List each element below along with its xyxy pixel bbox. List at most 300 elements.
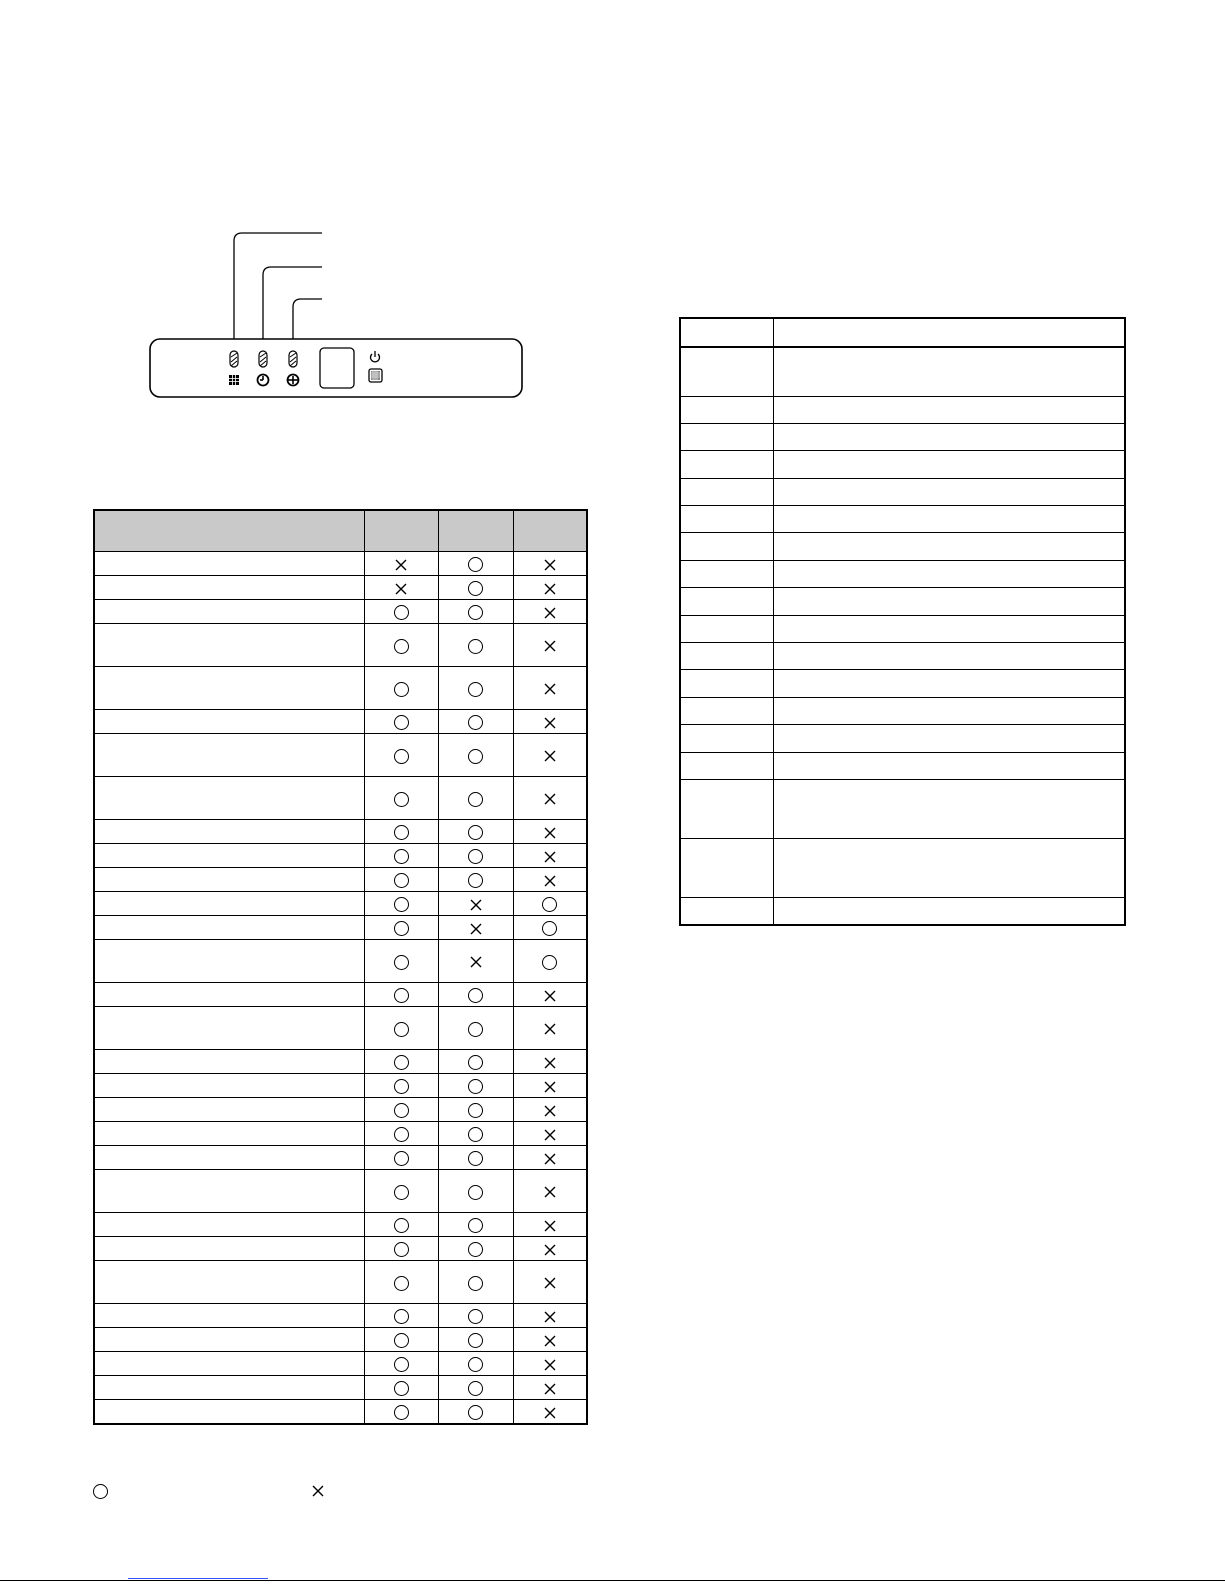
circle-icon [468, 1309, 483, 1324]
table-row [94, 1352, 587, 1376]
code-cell [680, 423, 773, 450]
description-cell [773, 752, 1125, 779]
mark-cell [513, 777, 587, 820]
sensor-icon [369, 369, 382, 382]
mark-cell [438, 1122, 513, 1146]
cross-icon [543, 1334, 557, 1348]
table-row [680, 478, 1125, 505]
led-operation [289, 351, 297, 367]
circle-icon [468, 605, 483, 620]
item-cell [94, 667, 364, 710]
mark-cell [364, 940, 438, 983]
circle-icon [394, 1218, 409, 1233]
code-table [679, 317, 1126, 926]
table-row [680, 725, 1125, 752]
mark-cell [513, 734, 587, 777]
circle-icon [468, 1127, 483, 1142]
mark-cell [438, 710, 513, 734]
cross-icon [394, 558, 408, 572]
table-row [680, 697, 1125, 724]
table-row [680, 588, 1125, 615]
mark-cell [364, 1007, 438, 1050]
cross-icon [543, 1382, 557, 1396]
item-cell [94, 734, 364, 777]
table-row [680, 838, 1125, 897]
mark-cell [364, 844, 438, 868]
description-cell [773, 838, 1125, 897]
table-row [94, 868, 587, 892]
circle-icon [394, 682, 409, 697]
mark-cell [438, 940, 513, 983]
table-row [94, 1098, 587, 1122]
cross-icon [543, 1104, 557, 1118]
header-col-3 [513, 510, 587, 552]
table-row [94, 983, 587, 1007]
mark-cell [364, 1098, 438, 1122]
mark-cell [364, 1122, 438, 1146]
item-cell [94, 844, 364, 868]
mark-cell [364, 1074, 438, 1098]
circle-icon [394, 1242, 409, 1257]
cross-icon [543, 1310, 557, 1324]
mark-cell [364, 600, 438, 624]
mark-cell [364, 552, 438, 576]
table-row [94, 576, 587, 600]
circle-icon [468, 682, 483, 697]
circle-icon [468, 1242, 483, 1257]
table-row [94, 940, 587, 983]
mark-cell [364, 983, 438, 1007]
mark-cell [438, 1170, 513, 1213]
item-cell [94, 1376, 364, 1400]
footer-link-underline [128, 1578, 268, 1579]
table-row [94, 1261, 587, 1304]
item-cell [94, 1007, 364, 1050]
description-cell [773, 451, 1125, 478]
mark-cell [513, 1050, 587, 1074]
code-cell [680, 779, 773, 838]
cross-icon [543, 1152, 557, 1166]
item-cell [94, 552, 364, 576]
cross-icon [543, 850, 557, 864]
circle-icon [468, 1103, 483, 1118]
indoor-panel-figure [140, 225, 540, 410]
circle-icon [93, 1484, 108, 1499]
mark-cell [438, 844, 513, 868]
mark-cell [513, 1146, 587, 1170]
circle-icon [394, 639, 409, 654]
mark-cell [438, 916, 513, 940]
mark-cell [364, 1213, 438, 1237]
description-cell [773, 897, 1125, 924]
table-row [680, 506, 1125, 533]
cross-icon [543, 1080, 557, 1094]
circle-icon [468, 639, 483, 654]
remote-receiver-window [320, 348, 354, 388]
table-row [680, 615, 1125, 642]
item-cell [94, 1304, 364, 1328]
mark-cell [364, 892, 438, 916]
mark-cell [513, 1170, 587, 1213]
circle-icon [468, 1333, 483, 1348]
cross-icon [543, 1056, 557, 1070]
mark-cell [438, 576, 513, 600]
circle-icon [394, 849, 409, 864]
circle-icon [468, 1151, 483, 1166]
table-row [680, 533, 1125, 560]
circle-icon [468, 1022, 483, 1037]
mark-cell [513, 600, 587, 624]
circle-icon [468, 1405, 483, 1420]
mark-cell [364, 916, 438, 940]
table-row [680, 423, 1125, 450]
mark-cell [513, 1213, 587, 1237]
circle-icon [394, 1405, 409, 1420]
mark-cell [513, 1400, 587, 1424]
mark-cell [364, 1237, 438, 1261]
description-cell [773, 396, 1125, 423]
item-cell [94, 1400, 364, 1424]
circle-icon [468, 825, 483, 840]
cross-icon [543, 874, 557, 888]
code-cell [680, 643, 773, 670]
circle-icon [468, 792, 483, 807]
mark-cell [438, 1007, 513, 1050]
mark-cell [513, 1237, 587, 1261]
item-cell [94, 1237, 364, 1261]
mark-cell [513, 1328, 587, 1352]
code-cell [680, 347, 773, 396]
description-cell [773, 560, 1125, 587]
table-row [94, 1376, 587, 1400]
mark-cell [364, 1146, 438, 1170]
header-col-2 [438, 510, 513, 552]
circle-icon [394, 1309, 409, 1324]
circle-icon [394, 1333, 409, 1348]
mark-cell [438, 1213, 513, 1237]
circle-icon [394, 1151, 409, 1166]
mark-cell [364, 1400, 438, 1424]
item-cell [94, 1352, 364, 1376]
description-cell [773, 779, 1125, 838]
table-row [94, 820, 587, 844]
panel-diagram [140, 225, 540, 410]
code-cell [680, 451, 773, 478]
mark-cell [513, 892, 587, 916]
code-cell [680, 533, 773, 560]
circle-icon [394, 749, 409, 764]
table-row [94, 1237, 587, 1261]
mark-cell [513, 552, 587, 576]
cross-icon [543, 1276, 557, 1290]
circle-icon [394, 873, 409, 888]
mark-cell [438, 1098, 513, 1122]
table-row [94, 1122, 587, 1146]
cross-icon [543, 639, 557, 653]
operation-icon [288, 375, 299, 386]
code-cell [680, 588, 773, 615]
mark-cell [438, 1237, 513, 1261]
circle-icon [394, 825, 409, 840]
mark-cell [513, 576, 587, 600]
legend [93, 1482, 393, 1502]
mark-cell [513, 624, 587, 667]
cross-icon [543, 1185, 557, 1199]
cross-icon [543, 1406, 557, 1420]
item-cell [94, 600, 364, 624]
description-cell [773, 697, 1125, 724]
mark-cell [364, 1304, 438, 1328]
circle-icon [394, 1185, 409, 1200]
cross-icon [543, 682, 557, 696]
table-row [680, 779, 1125, 838]
cross-icon [543, 1128, 557, 1142]
circle-icon [394, 1357, 409, 1372]
cross-icon [543, 558, 557, 572]
table-row [680, 897, 1125, 924]
code-cell [680, 752, 773, 779]
check-table-header [94, 510, 587, 552]
description-cell [773, 725, 1125, 752]
mark-cell [438, 1328, 513, 1352]
mark-cell [364, 1328, 438, 1352]
table-row [94, 1213, 587, 1237]
circle-icon [394, 1022, 409, 1037]
code-table-body [680, 347, 1125, 925]
mark-cell [438, 1074, 513, 1098]
table-row [680, 670, 1125, 697]
cross-icon [311, 1484, 325, 1498]
mark-cell [438, 1304, 513, 1328]
mark-cell [438, 600, 513, 624]
description-cell [773, 347, 1125, 396]
mark-cell [513, 667, 587, 710]
circle-icon [394, 1055, 409, 1070]
item-cell [94, 983, 364, 1007]
circle-icon [542, 921, 557, 936]
item-cell [94, 820, 364, 844]
mark-cell [438, 1376, 513, 1400]
mark-cell [364, 1376, 438, 1400]
circle-icon [468, 849, 483, 864]
cross-icon [394, 582, 408, 596]
circle-icon [394, 1103, 409, 1118]
circle-icon [394, 897, 409, 912]
item-cell [94, 777, 364, 820]
mark-cell [513, 1376, 587, 1400]
cross-icon [543, 582, 557, 596]
description-cell [773, 506, 1125, 533]
mark-cell [513, 940, 587, 983]
description-cell [773, 643, 1125, 670]
code-cell [680, 478, 773, 505]
mark-cell [364, 820, 438, 844]
item-cell [94, 624, 364, 667]
circle-icon [468, 1381, 483, 1396]
circle-icon [468, 581, 483, 596]
item-cell [94, 1074, 364, 1098]
check-table [93, 509, 588, 1425]
item-cell [94, 868, 364, 892]
mark-cell [364, 868, 438, 892]
circle-icon [468, 1079, 483, 1094]
table-row [94, 667, 587, 710]
mark-cell [513, 916, 587, 940]
cross-icon [543, 1022, 557, 1036]
circle-icon [394, 1079, 409, 1094]
circle-icon [394, 1276, 409, 1291]
table-row [94, 1050, 587, 1074]
cross-icon [543, 1219, 557, 1233]
table-row [94, 1304, 587, 1328]
description-cell [773, 423, 1125, 450]
table-row [680, 560, 1125, 587]
mark-cell [513, 1007, 587, 1050]
circle-icon [394, 921, 409, 936]
mark-cell [513, 1304, 587, 1328]
circle-icon [468, 557, 483, 572]
circle-icon [394, 955, 409, 970]
mark-cell [364, 777, 438, 820]
mark-cell [513, 1098, 587, 1122]
mark-cell [364, 1170, 438, 1213]
table-row [94, 552, 587, 576]
mark-cell [364, 1261, 438, 1304]
description-cell [773, 588, 1125, 615]
item-cell [94, 916, 364, 940]
code-cell [680, 560, 773, 587]
table-row [680, 752, 1125, 779]
code-cell [680, 697, 773, 724]
mark-cell [438, 1261, 513, 1304]
led-filter [230, 351, 238, 367]
description-cell [773, 615, 1125, 642]
mark-cell [438, 983, 513, 1007]
circle-icon [468, 1185, 483, 1200]
table-row [680, 396, 1125, 423]
item-cell [94, 1261, 364, 1304]
item-cell [94, 892, 364, 916]
mark-cell [364, 667, 438, 710]
cross-icon [543, 989, 557, 1003]
mark-cell [438, 1352, 513, 1376]
code-cell [680, 725, 773, 752]
check-table-body [94, 552, 587, 1424]
cross-icon [469, 898, 483, 912]
table-row [94, 1146, 587, 1170]
code-cell [680, 615, 773, 642]
item-cell [94, 1050, 364, 1074]
header-item-cell [94, 510, 364, 552]
table-row [680, 643, 1125, 670]
circle-icon [542, 955, 557, 970]
table-row [94, 844, 587, 868]
mark-cell [438, 1050, 513, 1074]
cross-icon [543, 792, 557, 806]
table-row [94, 892, 587, 916]
mark-cell [513, 1261, 587, 1304]
mark-cell [513, 1122, 587, 1146]
table-row [94, 1400, 587, 1424]
mark-cell [513, 1352, 587, 1376]
code-header-col-2 [773, 318, 1125, 347]
header-col-1 [364, 510, 438, 552]
circle-icon [468, 1357, 483, 1372]
mark-cell [438, 868, 513, 892]
circle-icon [394, 1381, 409, 1396]
code-cell [680, 396, 773, 423]
cross-icon [469, 955, 483, 969]
circle-icon [468, 1055, 483, 1070]
table-row [680, 347, 1125, 396]
mark-cell [364, 1352, 438, 1376]
code-cell [680, 506, 773, 533]
circle-icon [394, 1127, 409, 1142]
mark-cell [438, 667, 513, 710]
code-cell [680, 670, 773, 697]
table-row [94, 1007, 587, 1050]
circle-icon [542, 897, 557, 912]
table-row [94, 916, 587, 940]
cross-icon [543, 749, 557, 763]
item-cell [94, 576, 364, 600]
circle-icon [394, 792, 409, 807]
mark-cell [364, 710, 438, 734]
item-cell [94, 710, 364, 734]
page-footer-rule [0, 1580, 1225, 1581]
mark-cell [513, 1074, 587, 1098]
table-row [94, 734, 587, 777]
mark-cell [438, 892, 513, 916]
table-row [94, 1170, 587, 1213]
circle-icon [468, 1218, 483, 1233]
item-cell [94, 1146, 364, 1170]
mark-cell [438, 1400, 513, 1424]
mark-cell [438, 624, 513, 667]
table-row [94, 710, 587, 734]
cross-icon [543, 1243, 557, 1257]
item-cell [94, 1122, 364, 1146]
mark-cell [438, 777, 513, 820]
mark-cell [364, 1050, 438, 1074]
item-cell [94, 1098, 364, 1122]
table-row [94, 1328, 587, 1352]
cross-icon [543, 826, 557, 840]
circle-icon [468, 749, 483, 764]
item-cell [94, 1170, 364, 1213]
code-header-col-1 [680, 318, 773, 347]
circle-icon [468, 715, 483, 730]
cross-icon [543, 606, 557, 620]
filter-icon [229, 375, 239, 385]
code-cell [680, 897, 773, 924]
mark-cell [513, 820, 587, 844]
circle-icon [394, 605, 409, 620]
mark-cell [438, 820, 513, 844]
description-cell [773, 478, 1125, 505]
item-cell [94, 1328, 364, 1352]
mark-cell [438, 734, 513, 777]
table-row [94, 624, 587, 667]
code-cell [680, 838, 773, 897]
circle-icon [468, 873, 483, 888]
circle-icon [468, 1276, 483, 1291]
table-row [94, 1074, 587, 1098]
circle-icon [394, 715, 409, 730]
mark-cell [364, 734, 438, 777]
mark-cell [513, 710, 587, 734]
circle-icon [394, 988, 409, 1003]
